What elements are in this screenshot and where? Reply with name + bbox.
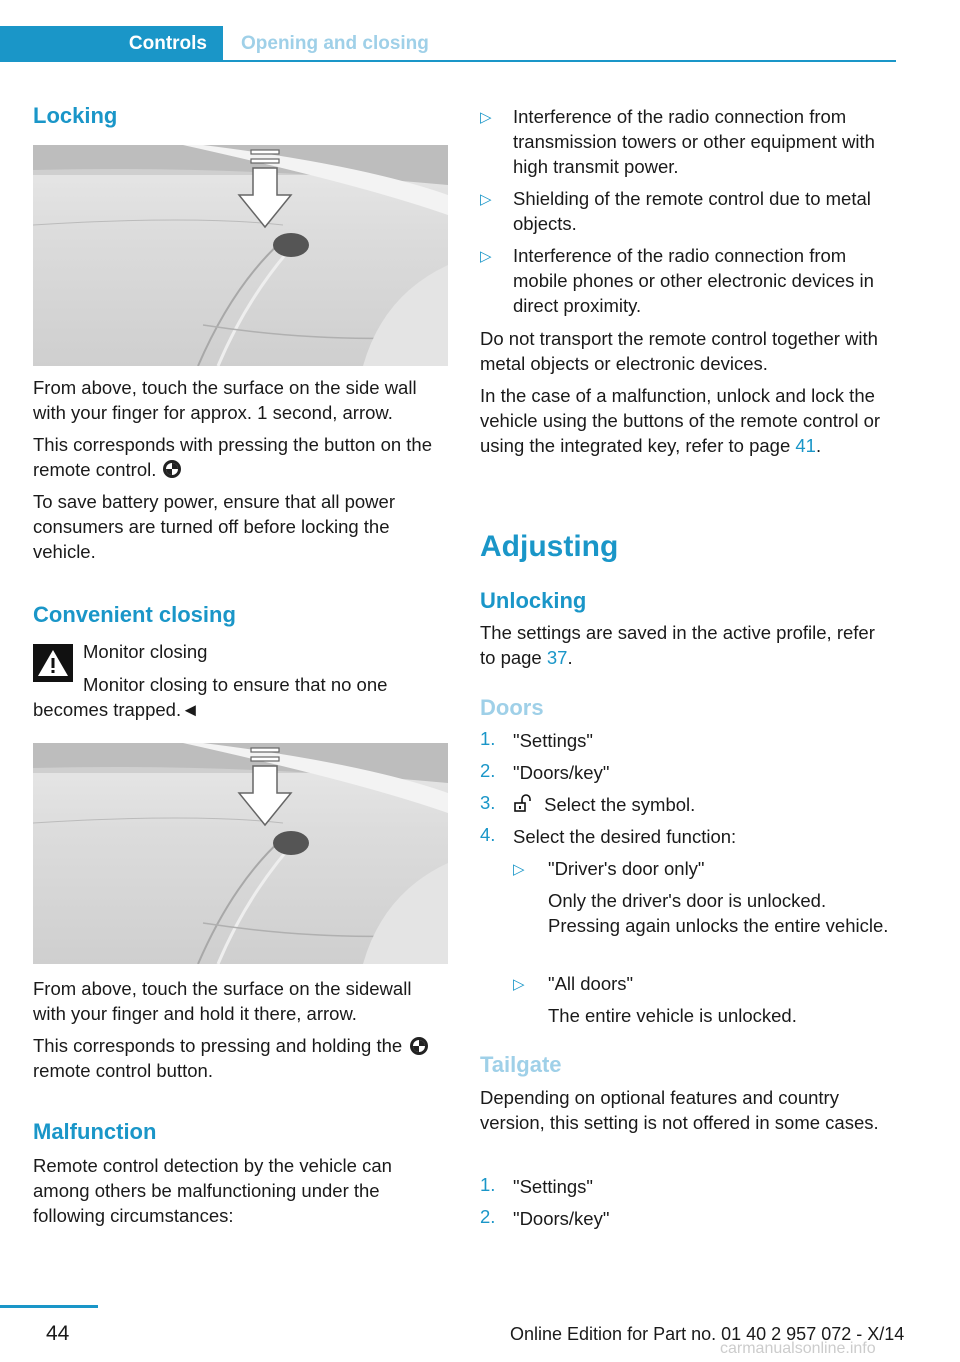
doors-step — [480, 792, 892, 817]
header-rule — [0, 60, 896, 62]
transport-paragraph: Do not transport the remote control together with metal objects or electronic devices. — [480, 328, 878, 374]
bullet-item — [480, 243, 892, 318]
unlocking-heading: Unlocking — [480, 588, 587, 613]
step-text: "Doors/key" — [513, 762, 610, 783]
page-number: 44 — [46, 1322, 70, 1345]
option-title: "All doors" — [548, 973, 634, 994]
step-number: 1. — [480, 728, 496, 749]
convenient-paragraph-1: From above, touch the surface on the sidewall with your finger and hold it there, arrow. — [33, 978, 412, 1024]
tailgate-step — [480, 1206, 892, 1231]
bullet-text: Interference of the radio connection from mobile phones or other electronic devices in direct proximity. — [513, 245, 874, 316]
step-number: 4. — [480, 824, 496, 845]
option-description: Only the driver's door is unlocked. Pressing again unlocks the entire vehicle. — [548, 890, 889, 936]
convenient-closing-heading: Convenient closing — [33, 602, 236, 627]
door-handle-photo-2 — [33, 743, 448, 964]
tailgate-heading: Tailgate — [480, 1052, 562, 1077]
step-number: 1. — [480, 1174, 496, 1195]
locking-paragraph-2 — [33, 432, 448, 482]
unlocked-padlock-icon — [513, 794, 533, 814]
unlocking-paragraph: The settings are saved in the active profile, refer to page 37. — [480, 622, 875, 668]
watermark: carmanualsonline.info — [720, 1340, 876, 1357]
triangle-right-icon: ▷ — [480, 109, 492, 126]
bullet-item — [480, 104, 892, 179]
step-text: "Settings" — [513, 730, 593, 751]
step-text: Select the symbol. — [544, 794, 696, 815]
bmw-logo-icon — [162, 459, 182, 479]
bmw-logo-icon — [409, 1036, 429, 1056]
malfunction-remedy-text: In the case of a malfunction, unlock and lock the vehicle using the buttons of the remote control or using the integrated key, refer to page — [480, 385, 881, 456]
option-title: "Driver's door only" — [548, 858, 705, 879]
triangle-right-icon: ▷ — [480, 191, 492, 208]
bullet-text: Interference of the radio connection from transmission towers or other equipment with high transmit power. — [513, 106, 875, 177]
sub-option-all-doors — [513, 971, 892, 1028]
step-text: "Doors/key" — [513, 1208, 610, 1229]
doors-heading: Doors — [480, 695, 544, 720]
footer-rule — [0, 1305, 98, 1308]
page-link-37[interactable]: 37 — [546, 647, 568, 668]
malfunction-heading: Malfunction — [33, 1119, 157, 1144]
edition-footer: Online Edition for Part no. 01 40 2 957 072 - X/14 — [510, 1324, 905, 1344]
warning-text-line-2: becomes trapped.◄ — [33, 699, 200, 720]
locking-paragraph-2-text: This corresponds with pressing the button on the remote control. — [33, 434, 433, 480]
doors-step — [480, 728, 892, 753]
malfunction-remedy-paragraph: In the case of a malfunction, unlock and lock the vehicle using the buttons of the remote control or using the integrated key, refer to page 41. — [480, 385, 881, 456]
page-link-41[interactable]: 41 — [795, 435, 816, 456]
step-text: Select the desired function: — [513, 826, 737, 847]
unlocking-text: The settings are saved in the active profile, refer to page — [480, 622, 875, 668]
doors-step — [480, 760, 892, 785]
warning-title: Monitor closing — [83, 641, 208, 662]
step-number: 3. — [480, 792, 496, 813]
adjusting-heading: Adjusting — [480, 530, 619, 563]
warning-triangle-icon — [33, 644, 73, 682]
tab-controls[interactable]: Controls — [0, 26, 223, 62]
step-text: "Settings" — [513, 1176, 593, 1197]
tailgate-paragraph: Depending on optional features and country version, this setting is not offered in some cases. — [480, 1087, 879, 1133]
tailgate-step — [480, 1174, 892, 1199]
locking-paragraph-1: From above, touch the surface on the side wall with your finger for approx. 1 second, arrow. — [33, 377, 417, 423]
sub-option-drivers-door — [513, 856, 892, 938]
bullet-text: Shielding of the remote control due to metal objects. — [513, 188, 871, 234]
triangle-right-icon: ▷ — [513, 861, 525, 878]
locking-paragraph-3: To save battery power, ensure that all power consumers are turned off before locking the vehicle. — [33, 491, 395, 562]
bullet-item — [480, 186, 892, 236]
warning-text-line-1: Monitor closing to ensure that no one — [83, 674, 388, 695]
triangle-right-icon: ▷ — [513, 976, 525, 993]
doors-step — [480, 824, 892, 849]
step-number: 2. — [480, 760, 496, 781]
page-header — [0, 26, 896, 62]
malfunction-paragraph: Remote control detection by the vehicle can among others be malfunctioning under the following circumstances: — [33, 1155, 392, 1226]
step-number: 2. — [480, 1206, 496, 1227]
tab-opening-and-closing[interactable]: Opening and closing — [241, 33, 429, 54]
locking-heading: Locking — [33, 103, 118, 128]
convenient-paragraph-2: This corresponds to pressing and holding the remote control button. — [33, 1035, 403, 1081]
door-handle-photo-1 — [33, 145, 448, 366]
option-description: The entire vehicle is unlocked. — [548, 1005, 797, 1026]
triangle-right-icon: ▷ — [480, 248, 492, 265]
